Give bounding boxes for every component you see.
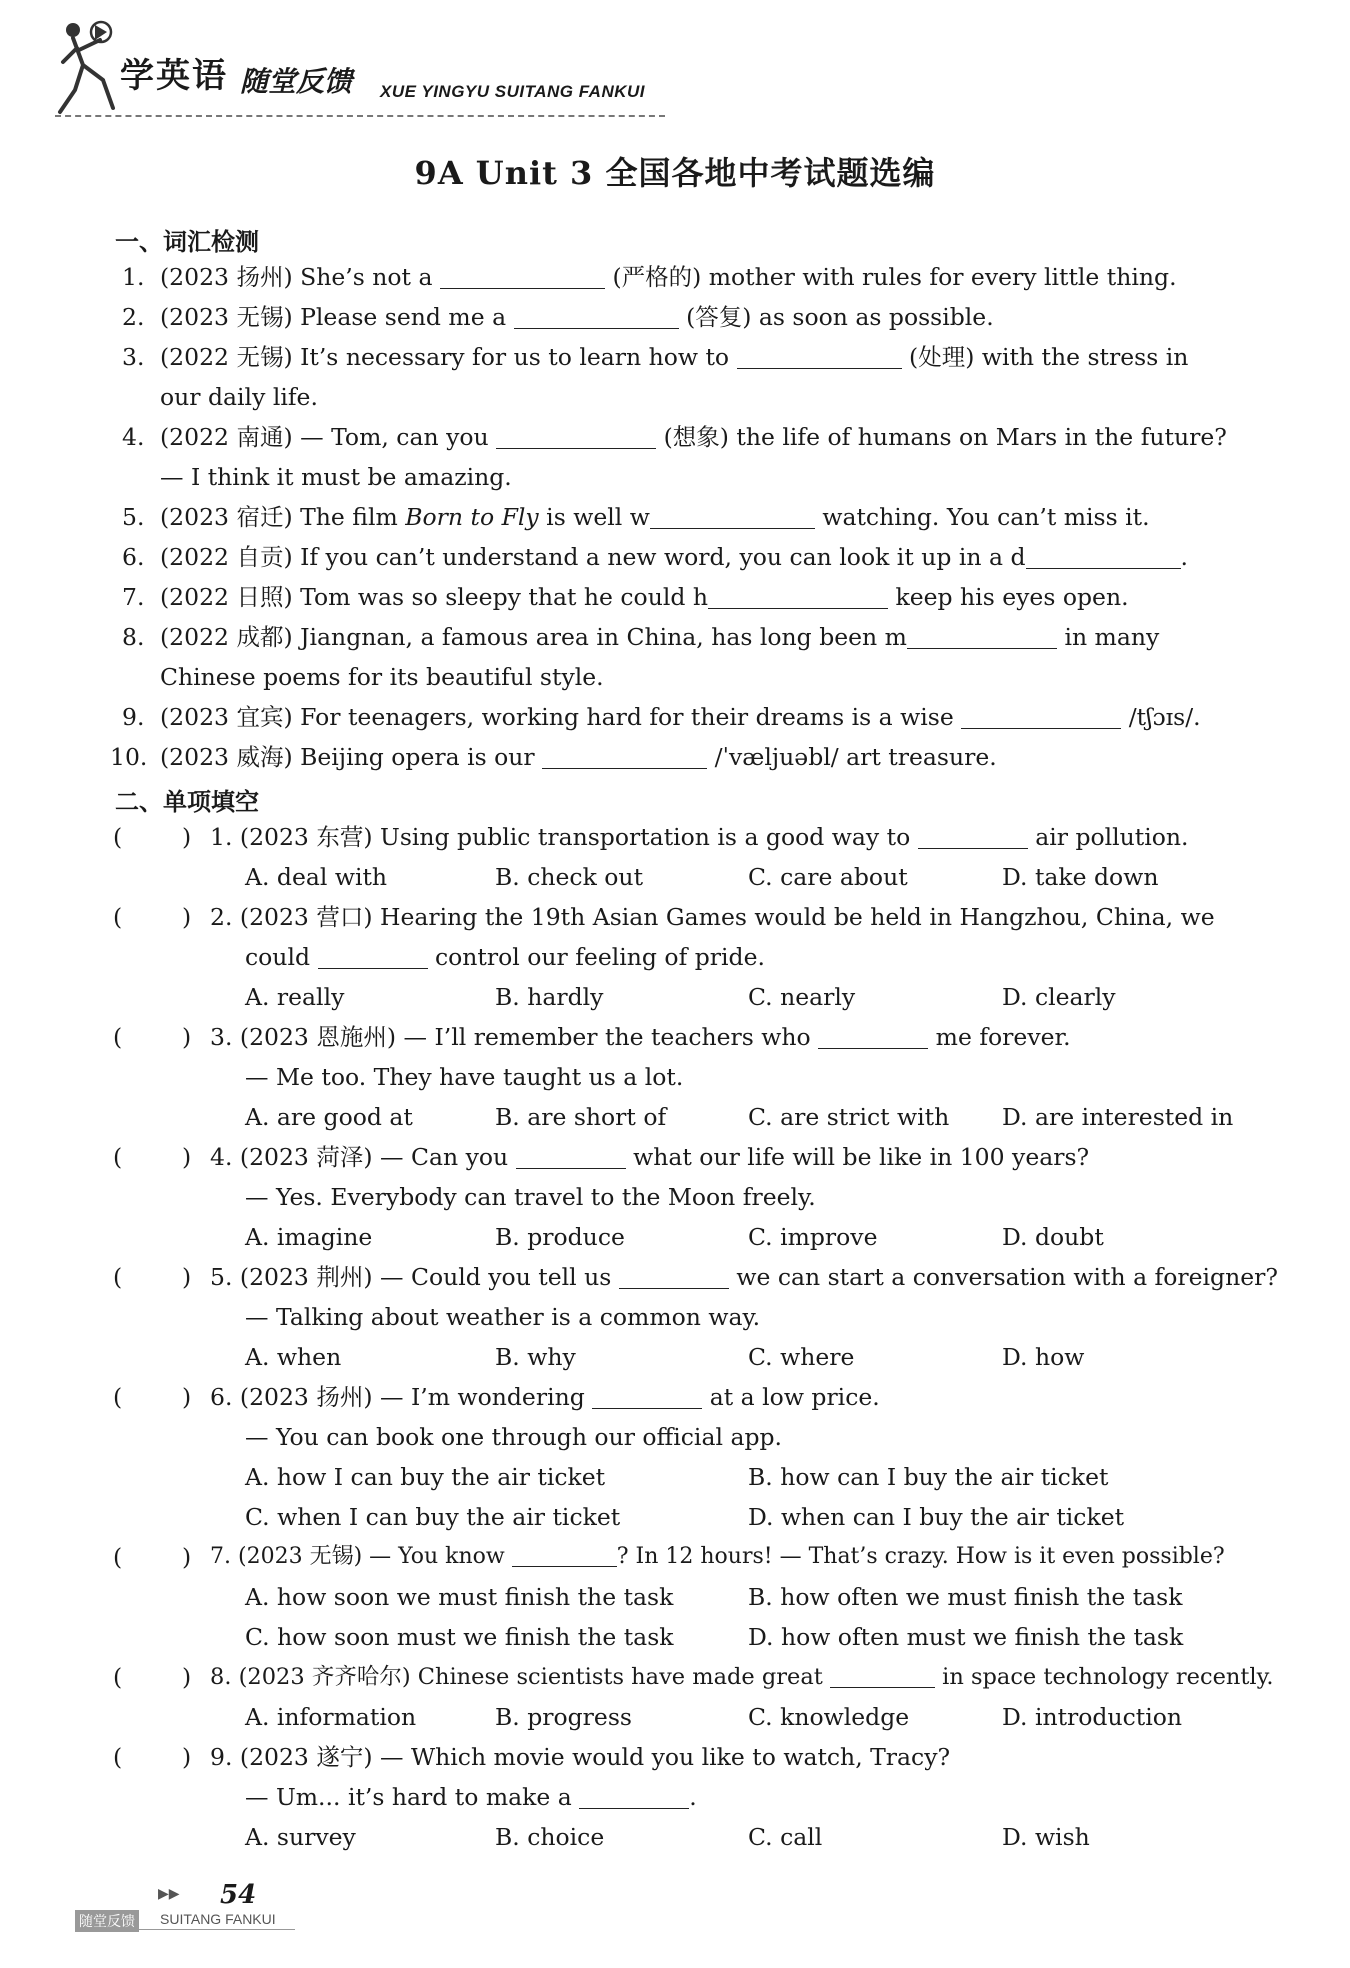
item-text: Hearing the 19th Asian Games would be held in Hangzhou, China, we — [380, 903, 1215, 931]
item-source: (2023 宿迁) — [160, 503, 293, 531]
item-text: — Which movie would you like to watch, Tracy? — [380, 1743, 951, 1771]
answer-paren-open[interactable]: ( — [113, 1543, 123, 1571]
answer-blank[interactable] — [516, 1144, 626, 1169]
item-number: 10. — [110, 743, 148, 771]
item-text: — Could you tell us — [380, 1263, 612, 1291]
option-d[interactable]: D. when can I buy the air ticket — [748, 1503, 1125, 1531]
item-number: 4. — [122, 423, 145, 451]
item-source: (2023 扬州) — [160, 263, 293, 291]
item-number: 2. — [210, 903, 233, 931]
option-c[interactable]: C. how soon must we finish the task — [245, 1623, 674, 1651]
item-text: ? In 12 hours! — That’s crazy. How is it even possible? — [616, 1544, 1225, 1569]
item-source: (2022 无锡) — [160, 343, 293, 371]
item-source: (2022 成都) — [160, 623, 293, 651]
option-a[interactable]: A. survey — [245, 1823, 356, 1851]
answer-paren-close: ) — [182, 903, 192, 931]
answer-paren-close: ) — [182, 1543, 192, 1571]
item-phonetic: /ˈvæljuəbl/ art treasure. — [714, 743, 997, 771]
item-text: (答复) as soon as possible. — [686, 303, 994, 331]
option-b[interactable]: B. check out — [495, 863, 644, 891]
option-c[interactable]: C. are strict with — [748, 1103, 950, 1131]
item-text: could — [245, 943, 311, 971]
item-number: 7. — [122, 583, 145, 611]
item-text: Jiangnan, a famous area in China, has long been m — [300, 623, 907, 651]
item-text: For teenagers, working hard for their dreams is a wise — [300, 703, 954, 731]
item-number: 4. — [210, 1143, 233, 1171]
answer-blank[interactable] — [619, 1264, 729, 1289]
answer-paren-open[interactable]: ( — [113, 903, 123, 931]
item-source: (2023 无锡) — [160, 303, 293, 331]
item-text: me forever. — [935, 1023, 1071, 1051]
answer-paren-close: ) — [182, 1143, 192, 1171]
item-number: 9. — [122, 703, 145, 731]
item-text: what our life will be like in 100 years? — [633, 1143, 1090, 1171]
answer-paren-close: ) — [182, 823, 192, 851]
footer-brand-pinyin: SUITANG FANKUI — [160, 1911, 276, 1927]
option-d[interactable]: D. how — [1002, 1343, 1085, 1371]
item-number: 1. — [210, 823, 233, 851]
page-title: 9A Unit 3 全国各地中考试题选编 — [414, 154, 936, 192]
item-source: (2023 宜宾) — [160, 703, 293, 731]
answer-blank[interactable] — [514, 304, 679, 329]
option-c[interactable]: C. when I can buy the air ticket — [245, 1503, 621, 1531]
answer-blank[interactable] — [818, 1024, 928, 1049]
item-source: (2023 遂宁) — [239, 1743, 373, 1771]
answer-paren-open[interactable]: ( — [113, 1263, 123, 1291]
option-c[interactable]: C. knowledge — [748, 1703, 910, 1731]
item-text: Tom was so sleepy that he could h — [300, 583, 708, 611]
item-number: 6. — [210, 1383, 233, 1411]
item-source: (2023 恩施州) — [239, 1023, 397, 1051]
item-number: 9. — [210, 1743, 233, 1771]
option-a[interactable]: A. how soon we must finish the task — [245, 1583, 674, 1611]
answer-blank[interactable] — [318, 944, 428, 969]
item-text: . — [689, 1783, 697, 1811]
option-b[interactable]: B. produce — [495, 1223, 625, 1251]
brand-pinyin: XUE YINGYU SUITANG FANKUI — [380, 82, 646, 101]
item-continuation: Chinese poems for its beautiful style. — [160, 663, 604, 691]
item-text: Please send me a — [300, 303, 507, 331]
option-a[interactable]: A. are good at — [245, 1103, 413, 1131]
option-c[interactable]: C. where — [748, 1343, 855, 1371]
answer-paren-open[interactable]: ( — [113, 1743, 123, 1771]
item-text: air pollution. — [1035, 823, 1189, 851]
item-number: 3. — [122, 343, 145, 371]
answer-paren-close: ) — [182, 1383, 192, 1411]
item-number: 3. — [210, 1023, 233, 1051]
answer-blank[interactable] — [961, 704, 1121, 729]
answer-blank[interactable] — [542, 744, 707, 769]
option-d[interactable]: D. introduction — [1002, 1703, 1183, 1731]
item-source: (2023 菏泽) — [239, 1143, 373, 1171]
answer-paren-close: ) — [182, 1743, 192, 1771]
answer-blank[interactable] — [440, 264, 605, 289]
item-continuation: — Me too. They have taught us a lot. — [245, 1063, 684, 1091]
answer-blank[interactable] — [830, 1663, 935, 1688]
option-d[interactable]: D. how often must we finish the task — [748, 1623, 1184, 1651]
runner-logo-icon — [55, 20, 125, 120]
item-text: — You know — [369, 1544, 505, 1569]
answer-paren-open[interactable]: ( — [113, 1383, 123, 1411]
option-a[interactable]: A. when — [245, 1343, 342, 1371]
item-source: (2022 自贡) — [160, 543, 293, 571]
brand-title: 学英语 — [120, 56, 228, 96]
item-phonetic: /tʃɔɪs/. — [1128, 703, 1201, 731]
film-title: Born to Fly — [405, 503, 539, 531]
item-text: If you can’t understand a new word, you can look it up in a d — [300, 543, 1026, 571]
answer-blank[interactable] — [579, 1784, 689, 1809]
item-text: . — [1180, 543, 1189, 571]
page-arrow-icon: ▶▶ — [158, 1886, 180, 1902]
answer-blank[interactable] — [918, 824, 1028, 849]
section-heading-choice: 二、单项填空 — [115, 788, 259, 816]
item-text: control our feeling of pride. — [434, 943, 765, 971]
item-continuation: — Talking about weather is a common way. — [245, 1303, 761, 1331]
item-text: at a low price. — [709, 1383, 880, 1411]
answer-blank[interactable] — [708, 584, 888, 609]
item-text: She’s not a — [300, 263, 433, 291]
option-b[interactable]: B. why — [495, 1343, 576, 1371]
answer-paren-close: ) — [182, 1263, 192, 1291]
answer-paren-close: ) — [182, 1023, 192, 1051]
answer-paren-open[interactable]: ( — [113, 823, 123, 851]
item-source: (2023 扬州) — [239, 1383, 373, 1411]
option-c[interactable]: C. care about — [748, 863, 908, 891]
item-text: is well w — [546, 503, 650, 531]
item-continuation: — You can book one through our official app. — [245, 1423, 783, 1451]
header-divider — [55, 115, 665, 117]
item-number: 8. — [122, 623, 145, 651]
page-header — [55, 20, 675, 120]
item-number: 2. — [122, 303, 145, 331]
option-b[interactable]: B. choice — [495, 1823, 605, 1851]
item-text: Beijing opera is our — [300, 743, 535, 771]
item-number: 7. — [210, 1544, 231, 1569]
answer-blank[interactable] — [512, 1542, 617, 1567]
answer-paren-close: ) — [182, 1663, 192, 1691]
item-continuation: — I think it must be amazing. — [160, 463, 512, 491]
option-b[interactable]: B. hardly — [495, 983, 604, 1011]
item-continuation: our daily life. — [160, 383, 318, 411]
option-b[interactable]: B. how often we must finish the task — [748, 1583, 1183, 1611]
option-c[interactable]: C. nearly — [748, 983, 856, 1011]
answer-paren-open[interactable]: ( — [113, 1663, 123, 1691]
item-source: (2022 日照) — [160, 583, 293, 611]
answer-blank[interactable] — [592, 1384, 702, 1409]
item-text: Using public transportation is a good way to — [380, 823, 911, 851]
item-source: (2023 东营) — [239, 823, 373, 851]
item-number: 5. — [210, 1263, 233, 1291]
item-text: — Tom, can you — [300, 423, 489, 451]
item-text: Chinese scientists have made great — [417, 1664, 823, 1690]
item-source: (2023 营口) — [239, 903, 373, 931]
option-d[interactable]: D. clearly — [1002, 983, 1116, 1011]
brand-subtitle: 随堂反馈 — [240, 65, 353, 98]
item-text: It’s necessary for us to learn how to — [300, 343, 730, 371]
item-number: 1. — [122, 263, 145, 291]
item-text: (严格的) mother with rules for every little thing. — [612, 263, 1177, 291]
option-b[interactable]: B. how can I buy the air ticket — [748, 1463, 1109, 1491]
item-source: (2023 无锡) — [238, 1544, 363, 1569]
footer-divider — [75, 1929, 295, 1930]
option-a[interactable]: A. imagine — [245, 1223, 373, 1251]
page-number: 54 — [220, 1880, 257, 1910]
section-heading-vocab: 一、词汇检测 — [115, 228, 259, 256]
item-text: — Can you — [380, 1143, 509, 1171]
item-source: (2022 南通) — [160, 423, 293, 451]
answer-paren-open[interactable]: ( — [113, 1023, 123, 1051]
option-d[interactable]: D. take down — [1002, 863, 1159, 891]
footer-brand-box: 随堂反馈 — [75, 1910, 139, 1932]
option-c[interactable]: C. improve — [748, 1223, 878, 1251]
option-b[interactable]: B. are short of — [495, 1103, 667, 1131]
answer-blank[interactable] — [907, 624, 1057, 649]
answer-blank[interactable] — [650, 504, 815, 529]
item-text: watching. You can’t miss it. — [822, 503, 1150, 531]
item-source: (2023 齐齐哈尔) — [238, 1664, 411, 1690]
item-text: (想象) the life of humans on Mars in the future? — [663, 423, 1227, 451]
answer-blank[interactable] — [737, 344, 902, 369]
answer-blank[interactable] — [1026, 544, 1181, 569]
item-source: (2023 荆州) — [239, 1263, 373, 1291]
option-a[interactable]: A. really — [245, 983, 345, 1011]
item-text: in many — [1064, 623, 1160, 651]
answer-paren-open[interactable]: ( — [113, 1143, 123, 1171]
answer-blank[interactable] — [496, 424, 656, 449]
option-d[interactable]: D. doubt — [1002, 1223, 1104, 1251]
item-number: 5. — [122, 503, 145, 531]
item-text: — I’m wondering — [380, 1383, 585, 1411]
option-d[interactable]: D. are interested in — [1002, 1103, 1234, 1131]
option-c[interactable]: C. call — [748, 1823, 823, 1851]
item-number: 8. — [210, 1664, 232, 1690]
item-continuation: — Um... it’s hard to make a — [245, 1783, 572, 1811]
item-number: 6. — [122, 543, 145, 571]
item-continuation: — Yes. Everybody can travel to the Moon freely. — [245, 1183, 816, 1211]
item-text: we can start a conversation with a foreigner? — [736, 1263, 1278, 1291]
item-text: (处理) with the stress in — [909, 343, 1189, 371]
item-text: in space technology recently. — [942, 1664, 1274, 1690]
option-a[interactable]: A. deal with — [245, 863, 388, 891]
item-text: keep his eyes open. — [895, 583, 1129, 611]
item-text: The film — [300, 503, 398, 531]
option-b[interactable]: B. progress — [495, 1703, 632, 1731]
option-a[interactable]: A. how I can buy the air ticket — [245, 1463, 606, 1491]
item-source: (2023 威海) — [160, 743, 293, 771]
item-text: — I’ll remember the teachers who — [403, 1023, 811, 1051]
option-d[interactable]: D. wish — [1002, 1823, 1090, 1851]
option-a[interactable]: A. information — [245, 1703, 417, 1731]
